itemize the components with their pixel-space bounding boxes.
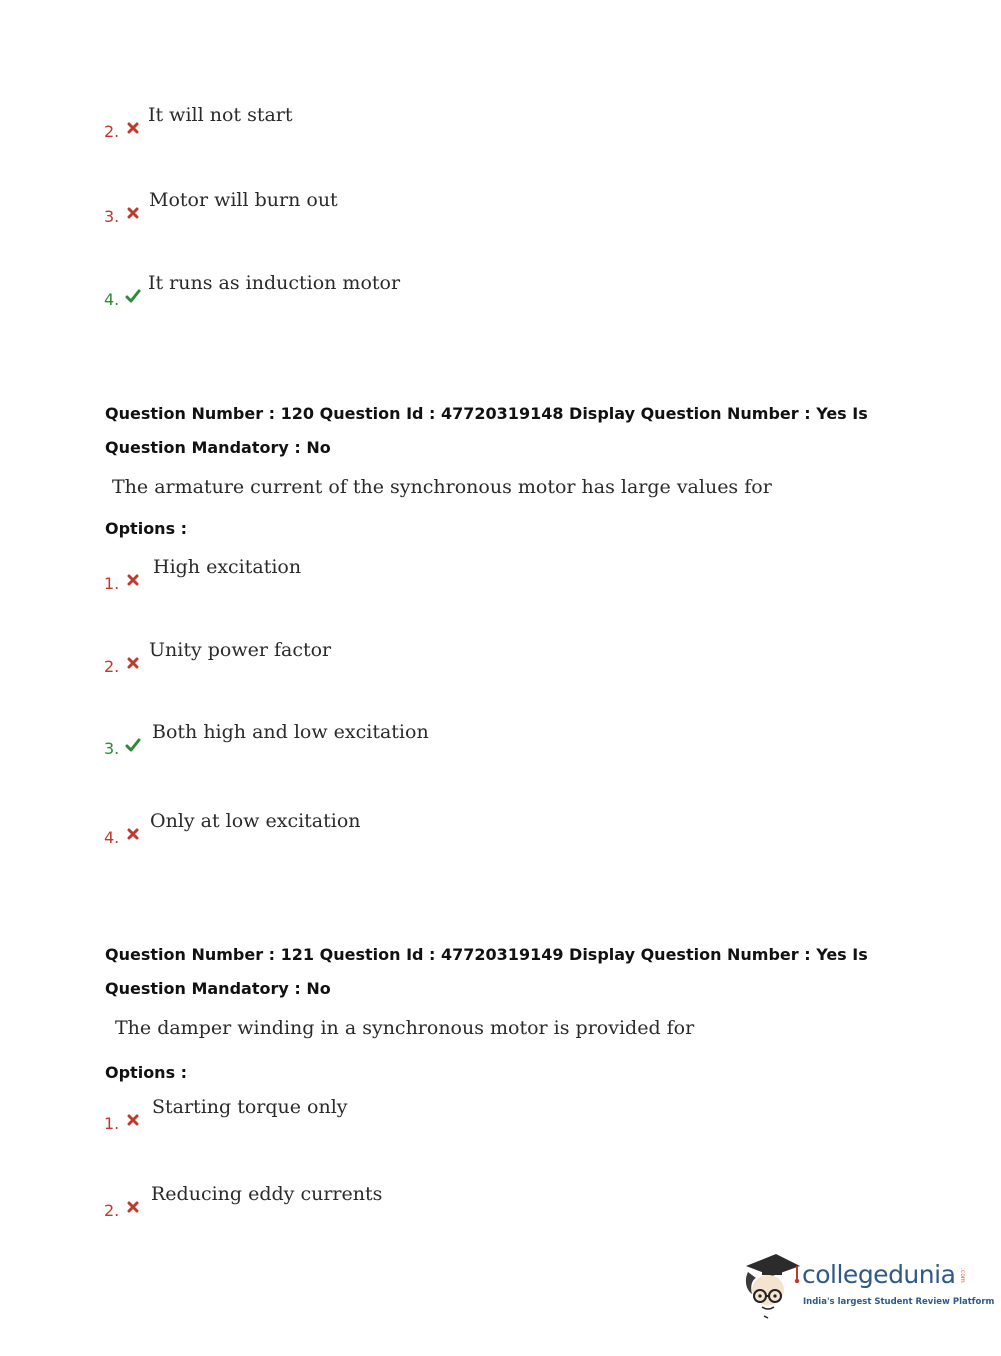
cross-icon — [125, 1112, 141, 1128]
cross-icon — [125, 572, 141, 588]
collegedunia-logo — [742, 1250, 995, 1320]
option-text: It will not start — [148, 104, 293, 126]
cross-icon — [125, 826, 141, 842]
cross-icon — [125, 205, 141, 221]
option-number: 1. — [104, 1114, 120, 1133]
option-text: Unity power factor — [149, 639, 332, 661]
option-text: Both high and low excitation — [152, 721, 429, 743]
option-number: 4. — [104, 828, 120, 847]
option-number: 2. — [104, 122, 120, 141]
options-label: Options : — [105, 519, 188, 538]
option-text: High excitation — [153, 556, 302, 578]
mascot-graduation-cap-icon — [742, 1250, 802, 1320]
cross-icon — [125, 1199, 141, 1215]
cross-icon — [125, 655, 141, 671]
option-text: Starting torque only — [152, 1096, 348, 1118]
option-text: Only at low excitation — [150, 810, 361, 832]
check-icon — [125, 288, 141, 304]
logo-wordmark: collegedunia — [802, 1260, 956, 1289]
logo-tagline: India's largest Student Review Platform — [803, 1297, 995, 1307]
option-text: Reducing eddy currents — [151, 1183, 383, 1205]
question-120-header: Question Number : 120 Question Id : 47720319148 Display Question Number : Yes Is Question Mandatory : No — [105, 404, 868, 457]
option-number: 3. — [104, 207, 120, 226]
question-121-text: The damper winding in a synchronous motor is provided for — [115, 1017, 695, 1039]
option-text: Motor will burn out — [149, 189, 338, 211]
options-label: Options : — [105, 1063, 188, 1082]
option-number: 1. — [104, 574, 120, 593]
option-number: 2. — [104, 657, 120, 676]
cross-icon — [125, 120, 141, 136]
check-icon — [125, 737, 141, 753]
question-120-text: The armature current of the synchronous motor has large values for — [112, 476, 772, 498]
option-number: 2. — [104, 1201, 120, 1220]
logo-suffix: .com — [959, 1268, 966, 1283]
question-121-header: Question Number : 121 Question Id : 47720319149 Display Question Number : Yes Is Question Mandatory : No — [105, 945, 868, 998]
option-text: It runs as induction motor — [148, 272, 401, 294]
option-number: 3. — [104, 739, 120, 758]
option-number: 4. — [104, 290, 120, 309]
